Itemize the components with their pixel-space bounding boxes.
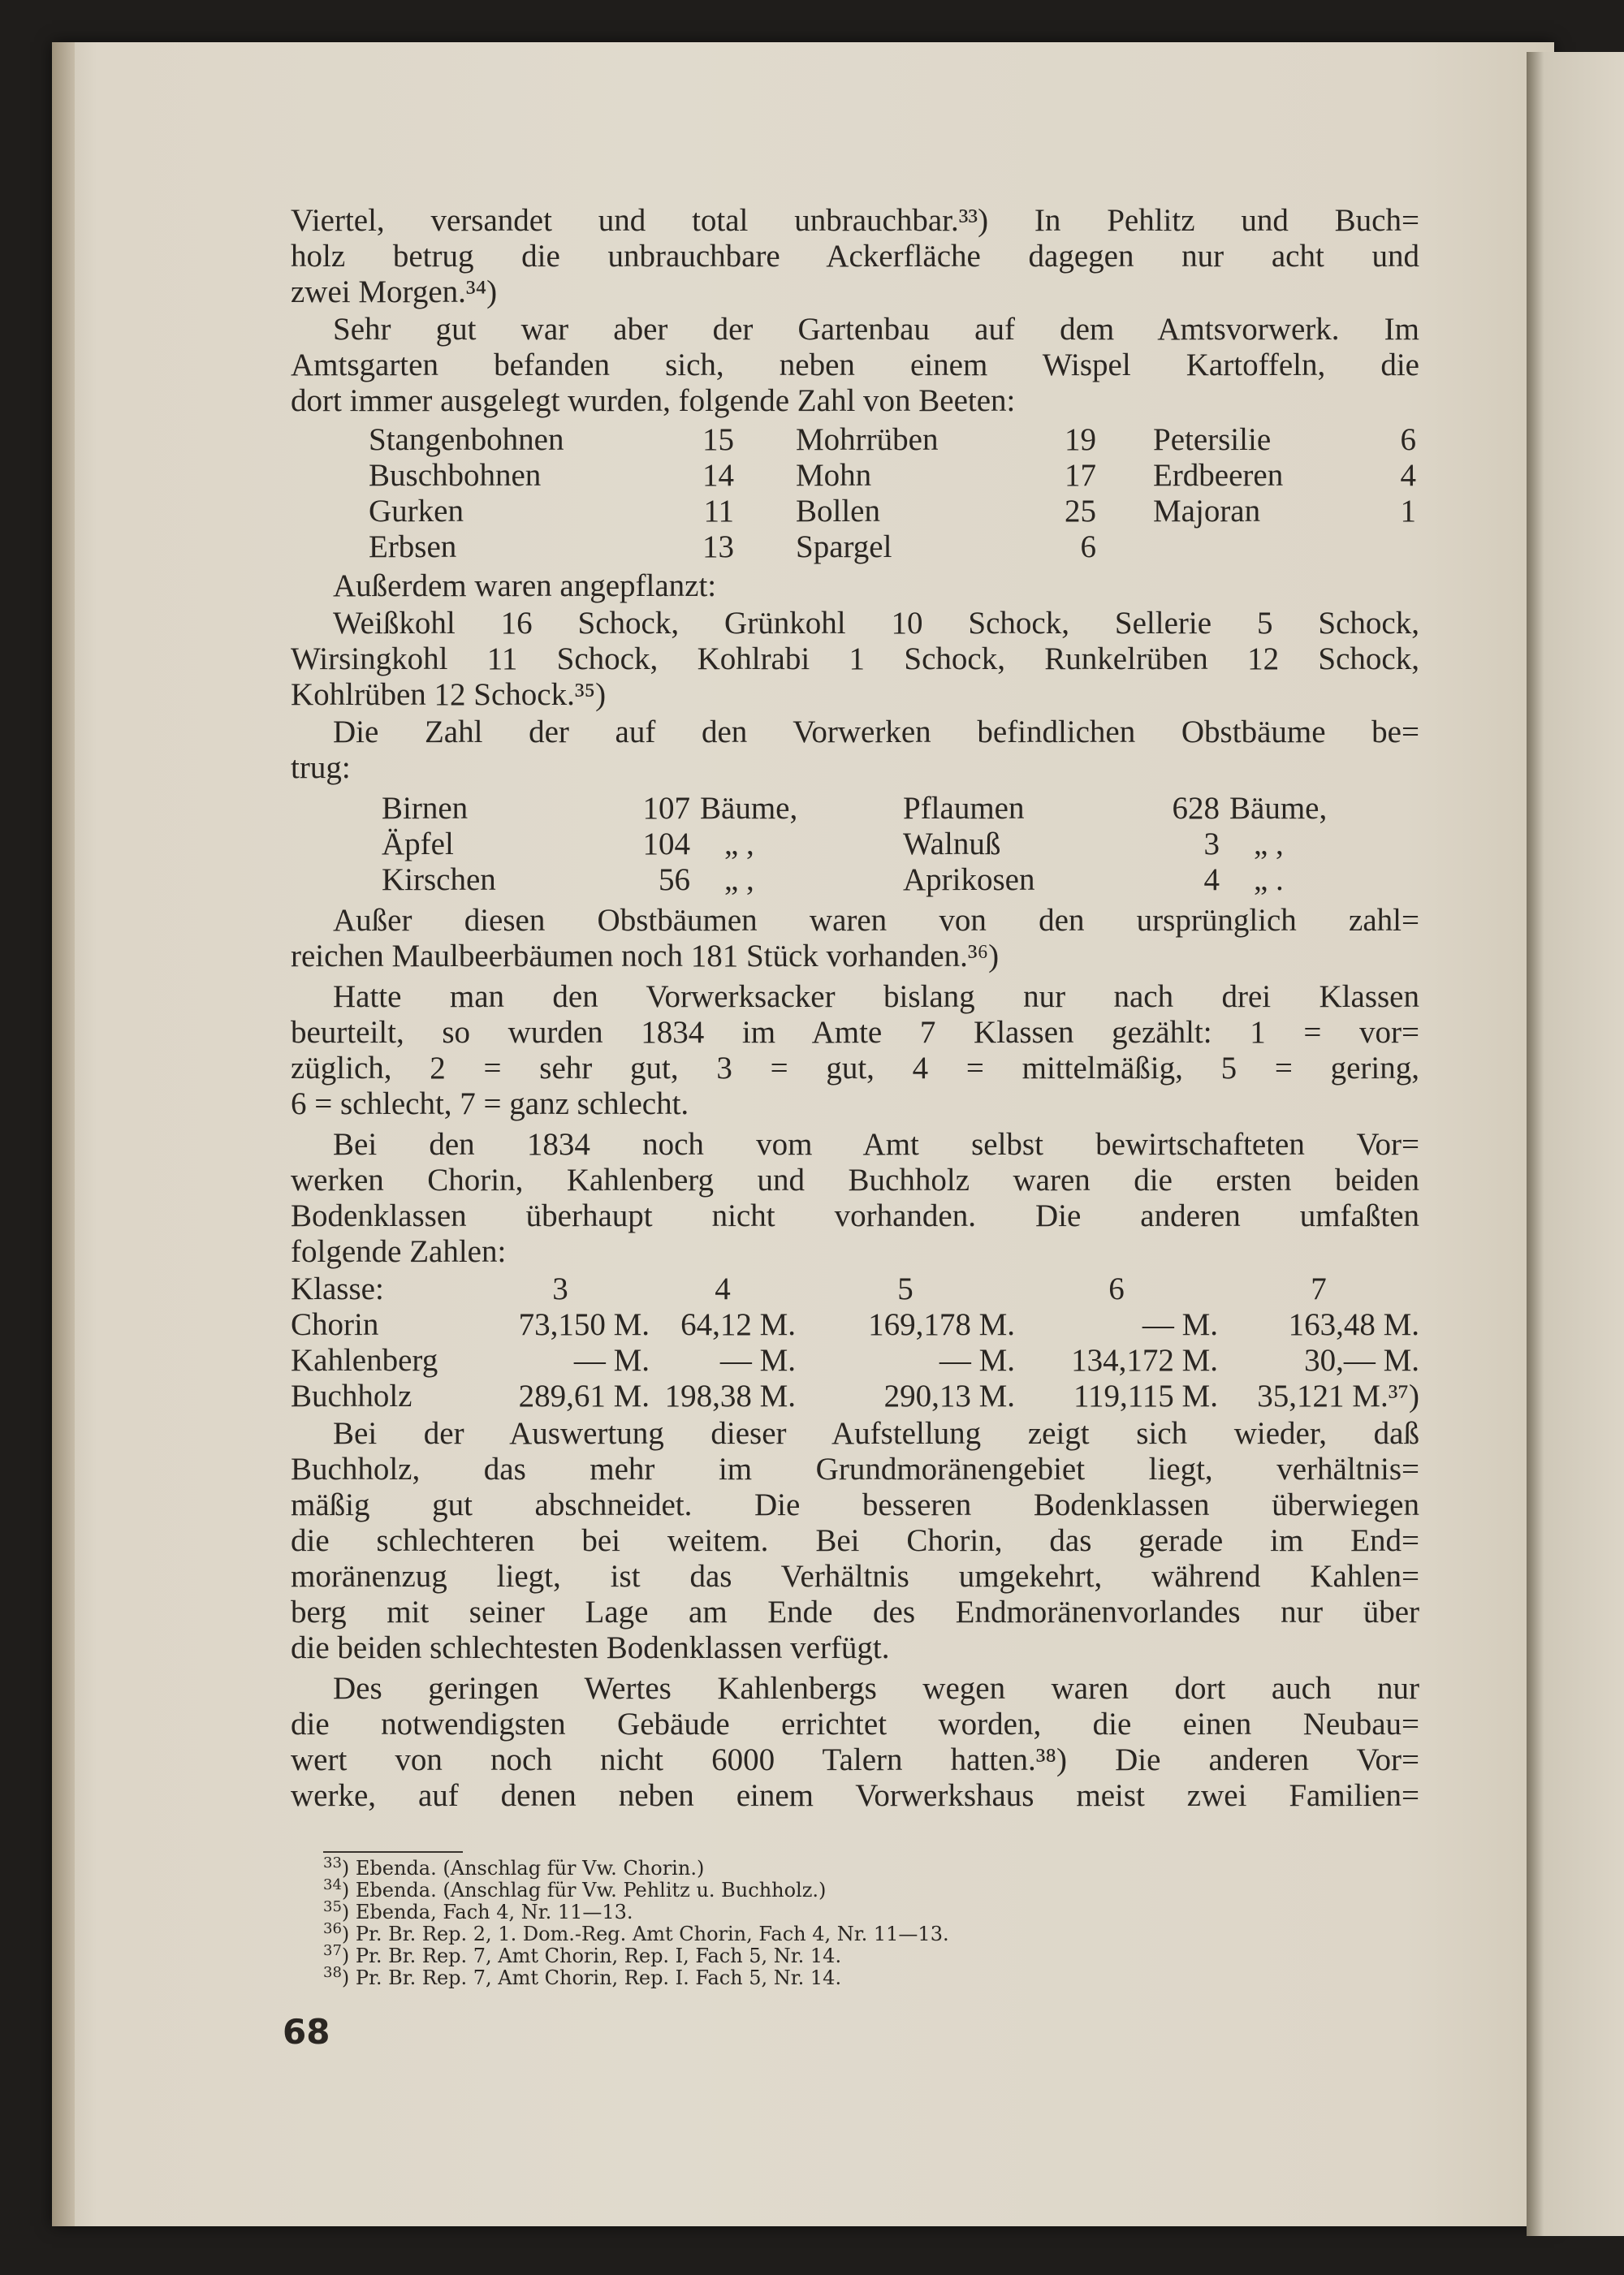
footnote-number: 35 (323, 1898, 342, 1915)
table-cell: 64,12 M. (680, 1307, 796, 1342)
table-cell: 628 (1172, 791, 1220, 826)
table-cell: Chorin (291, 1307, 379, 1342)
table-cell: — M. (719, 1343, 796, 1378)
table-cell: Petersilie (1153, 422, 1272, 457)
table-cell: 119,115 M. (1073, 1379, 1218, 1414)
page-number: 68 (283, 2012, 330, 2052)
footnote-text: ) Pr. Br. Rep. 7, Amt Chorin, Rep. I, Fach 5, Nr. 14. (341, 1945, 842, 1967)
text-line: die notwendigsten Gebäude errichtet worden, die einen Neubau= (291, 1707, 1419, 1742)
paragraph-9 (291, 1416, 1419, 1666)
table-cell: 198,38 M. (664, 1379, 796, 1414)
table-cell: 4 (1400, 458, 1416, 493)
table-header-cell: 7 (1311, 1271, 1327, 1306)
table-cell: „ , (1254, 827, 1284, 861)
table-cell: Spargel (796, 529, 892, 564)
table-header-cell: 4 (715, 1271, 731, 1306)
table-row (369, 422, 1416, 458)
text-line: Amtsgarten befanden sich, neben einem Wispel Kartoffeln, die (291, 348, 1419, 382)
text-line: 6 = schlecht, 7 = ganz schlecht. (291, 1086, 689, 1121)
table-cell: 19 (1065, 422, 1096, 457)
text-line: beurteilt, so wurden 1834 im Amte 7 Klassen gezählt: 1 = vor= (291, 1015, 1419, 1050)
paragraph-8 (291, 1127, 1419, 1270)
table-cell: 30,— M. (1304, 1343, 1419, 1378)
table-cell: 107 (642, 791, 690, 826)
text-line: mäßig gut abschneidet. Die besseren Bodenklassen überwiegen (291, 1487, 1419, 1522)
text-line: werke, auf denen neben einem Vorwerkshaus meist zwei Familien= (291, 1778, 1419, 1813)
footnote-text: ) Ebenda. (Anschlag für Vw. Chorin.) (341, 1857, 705, 1880)
table-cell: Mohrrüben (796, 422, 939, 457)
table-cell: 104 (642, 827, 690, 861)
table-row (369, 529, 1416, 565)
body-text (291, 203, 1419, 1815)
table-cell: 25 (1065, 494, 1096, 529)
table-row (382, 862, 1416, 898)
text-line: folgende Zahlen: (291, 1234, 507, 1269)
text-line: Kohlrüben 12 Schock.³⁵) (291, 677, 607, 712)
table-cell: 289,61 M. (518, 1379, 650, 1414)
table-cell: Majoran (1153, 494, 1261, 529)
table-cell: Buschbohnen (369, 458, 542, 493)
fruit-trees-table (382, 791, 1416, 898)
table-header-cell: 3 (552, 1271, 568, 1306)
text-line: Viertel, versandet und total unbrauchbar.³³) In Pehlitz und Buch= (291, 203, 1419, 238)
table-cell: Aprikosen (903, 862, 1035, 897)
table-cell: Äpfel (382, 827, 454, 861)
text-line: Bei den 1834 noch vom Amt selbst bewirtschafteten Vor= (333, 1127, 1419, 1162)
text-line: berg mit seiner Lage am Ende des Endmoränenvorlandes nur über (291, 1595, 1419, 1630)
text-line: Sehr gut war aber der Gartenbau auf dem Amtsvorwerk. Im (333, 312, 1419, 347)
table-cell: 1 (1400, 494, 1416, 529)
footnote (323, 1898, 1298, 1923)
footnote-text: ) Ebenda. (Anschlag für Vw. Pehlitz u. Buchholz.) (341, 1879, 827, 1902)
table-cell: 3 (1203, 827, 1220, 861)
table-cell (1384, 529, 1416, 565)
text-line: holz betrug die unbrauchbare Ackerfläche dagegen nur acht und (291, 239, 1419, 274)
footnotes (323, 1851, 1298, 1989)
table-row (369, 494, 1416, 529)
footnote-text: ) Ebenda, Fach 4, Nr. 11—13. (341, 1901, 633, 1923)
footnote (323, 1854, 1298, 1880)
table-cell: „ , (724, 862, 754, 897)
table-cell: — M. (1142, 1307, 1218, 1342)
footnote (323, 1920, 1298, 1945)
paragraph-3: Außerdem waren angepflanzt: (333, 568, 717, 603)
text-line: die schlechteren bei weitem. Bei Chorin, das gerade im End= (291, 1523, 1419, 1558)
text-line: Die Zahl der auf den Vorwerken befindlichen Obstbäume be= (333, 714, 1419, 749)
adjacent-page (1527, 52, 1624, 2236)
text-line: Wirsingkohl 11 Schock, Kohlrabi 1 Schock, Runkelrüben 12 Schock, (291, 641, 1419, 676)
footnote-number: 34 (323, 1876, 342, 1893)
paragraph-5 (291, 714, 1419, 786)
table-cell: Bäume, (1229, 791, 1328, 826)
table-header-cell: 6 (1108, 1271, 1125, 1306)
paragraph-1 (291, 203, 1419, 310)
footnote-text: ) Pr. Br. Rep. 2, 1. Dom.-Reg. Amt Chorin, Fach 4, Nr. 11—13. (341, 1923, 949, 1945)
text-line: Bei der Auswertung dieser Aufstellung zeigt sich wieder, daß (333, 1416, 1419, 1451)
table-cell: „ . (1254, 862, 1284, 897)
table-header-cell: Klasse: (291, 1271, 384, 1306)
text-line: werken Chorin, Kahlenberg und Buchholz waren die ersten beiden (291, 1163, 1419, 1198)
text-line: Bodenklassen überhaupt nicht vorhanden. Die anderen umfaßten (291, 1198, 1419, 1233)
text-line: züglich, 2 = sehr gut, 3 = gut, 4 = mittelmäßig, 5 = gering, (291, 1051, 1419, 1086)
paragraph-6 (291, 903, 1419, 974)
paragraph-4 (291, 606, 1419, 713)
table-cell: Erdbeeren (1153, 458, 1284, 493)
text-line: Außer diesen Obstbäumen waren von den ursprünglich zahl= (333, 903, 1419, 938)
table-cell: 35,121 M.³⁷) (1257, 1379, 1419, 1414)
table-cell: Gurken (369, 494, 464, 529)
table-cell: Walnuß (903, 827, 1001, 861)
table-row (291, 1379, 1419, 1414)
table-cell: 73,150 M. (518, 1307, 650, 1342)
text-line: zwei Morgen.³⁴) (291, 274, 498, 309)
table-cell: Kahlenberg (291, 1343, 438, 1378)
table-cell: Bollen (796, 494, 880, 529)
table-row (291, 1307, 1419, 1343)
table-cell: Pflaumen (903, 791, 1025, 826)
text-line: moränenzug liegt, ist das Verhältnis umgekehrt, während Kahlen= (291, 1559, 1419, 1594)
table-cell: 56 (659, 862, 690, 897)
table-cell: 17 (1065, 458, 1096, 493)
table-cell: 290,13 M. (883, 1379, 1015, 1414)
table-cell: „ , (724, 827, 754, 861)
text-line: dort immer ausgelegt wurden, folgende Zahl von Beeten: (291, 383, 1016, 418)
table-cell: 4 (1203, 862, 1220, 897)
footnote-divider (323, 1851, 463, 1853)
table-row (382, 827, 1416, 862)
table-cell: Birnen (382, 791, 469, 826)
table-cell: 14 (702, 458, 734, 493)
table-row (369, 458, 1416, 494)
soil-classes-table (291, 1271, 1419, 1414)
table-cell: 13 (702, 529, 734, 564)
footnote-number: 38 (323, 1964, 342, 1981)
text-line: wert von noch nicht 6000 Talern hatten.³⁸) Die anderen Vor= (291, 1742, 1419, 1777)
table-cell: 169,178 M. (868, 1307, 1015, 1342)
table-cell: Mohn (796, 458, 872, 493)
text-line: die beiden schlechtesten Bodenklassen verfügt. (291, 1630, 890, 1665)
table-header-cell: 5 (897, 1271, 914, 1306)
table-cell: Erbsen (369, 529, 457, 564)
table-cell: Buchholz (291, 1379, 412, 1414)
table-cell: Bäume, (700, 791, 798, 826)
text-line: Hatte man den Vorwerksacker bislang nur nach drei Klassen (333, 979, 1419, 1014)
table-header-row (291, 1271, 1419, 1307)
table-cell: Stangenbohnen (369, 422, 564, 457)
table-row (291, 1343, 1419, 1379)
text-line: Des geringen Wertes Kahlenbergs wegen waren dort auch nur (333, 1671, 1419, 1706)
text-line: trug: (291, 750, 351, 785)
footnote (323, 1964, 1298, 1989)
footnote-number: 33 (323, 1854, 342, 1871)
text-line: Buchholz, das mehr im Grundmoränengebiet liegt, verhältnis= (291, 1452, 1419, 1487)
table-cell: — M. (939, 1343, 1015, 1378)
footnote-text: ) Pr. Br. Rep. 7, Amt Chorin, Rep. I. Fach 5, Nr. 14. (341, 1966, 842, 1989)
table-cell: Kirschen (382, 862, 496, 897)
table-cell: 11 (703, 494, 734, 529)
footnote (323, 1942, 1298, 1967)
table-cell: 15 (702, 422, 734, 457)
table-cell: 134,172 M. (1071, 1343, 1218, 1378)
paragraph-2 (291, 312, 1419, 419)
text-line: Weißkohl 16 Schock, Grünkohl 10 Schock, Sellerie 5 Schock, (333, 606, 1419, 641)
table-cell: 163,48 M. (1288, 1307, 1419, 1342)
table-cell: — M. (573, 1343, 650, 1378)
table-cell (1153, 529, 1384, 565)
table-cell: 6 (1400, 422, 1416, 457)
footnote-number: 37 (323, 1942, 342, 1959)
text-line: reichen Maulbeerbäumen noch 181 Stück vorhanden.³⁶) (291, 939, 1000, 973)
page-edge (52, 42, 75, 2226)
paragraph-7 (291, 979, 1419, 1122)
paragraph-10 (291, 1671, 1419, 1814)
footnote-number: 36 (323, 1920, 342, 1937)
footnote (323, 1876, 1298, 1902)
table-cell: 6 (1080, 529, 1096, 564)
table-row (382, 791, 1416, 827)
garden-beds-table (369, 422, 1416, 565)
